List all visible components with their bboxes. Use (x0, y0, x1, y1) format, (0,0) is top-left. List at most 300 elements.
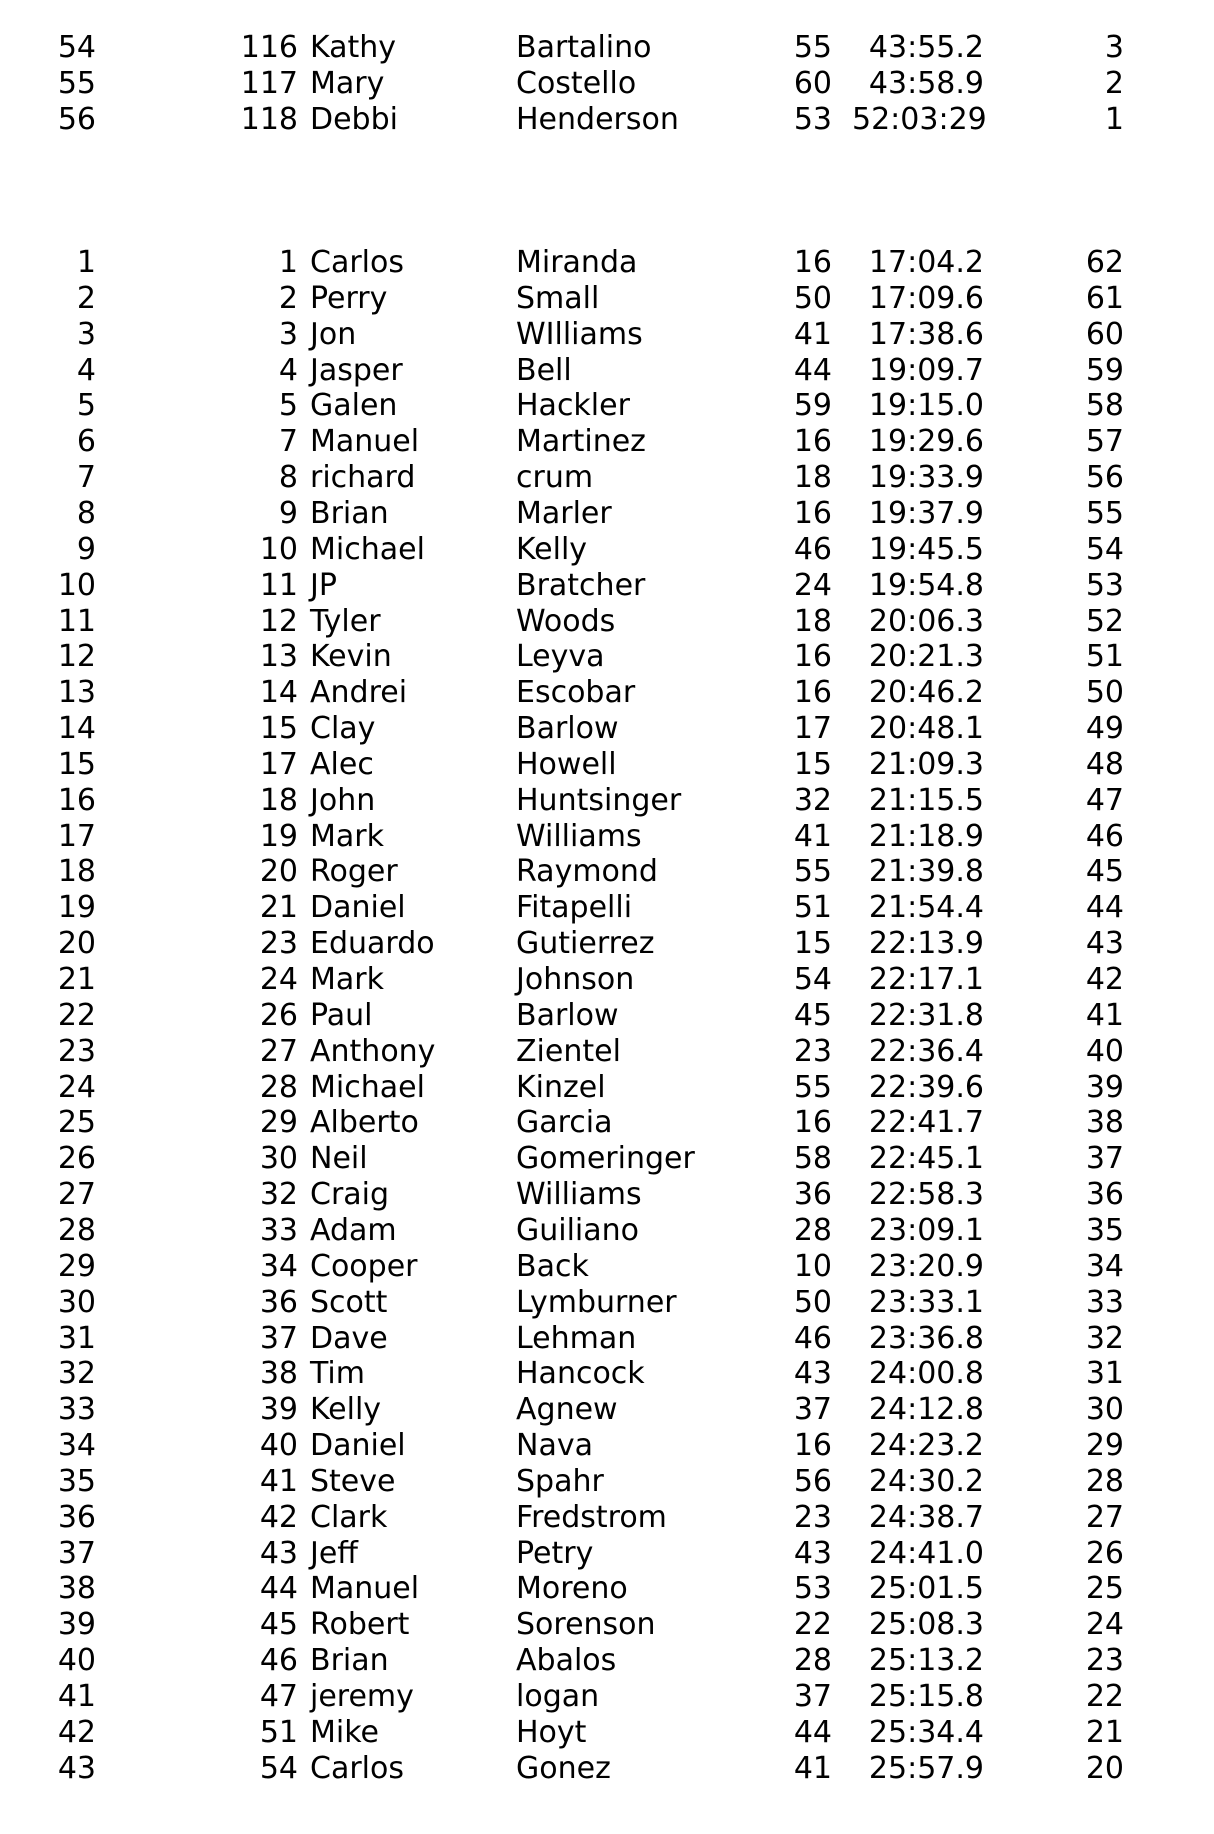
bib-cell: 54 (259, 1750, 298, 1786)
bib-cell: 39 (259, 1392, 298, 1428)
age-cell: 55 (793, 30, 832, 65)
points-cell: 34 (1085, 1248, 1124, 1284)
points-cell: 54 (1085, 531, 1124, 567)
bib-cell: 3 (278, 316, 298, 352)
place-cell: 4 (76, 352, 96, 388)
time-cell: 25:57.9 (868, 1750, 984, 1786)
age-cell: 46 (793, 1320, 832, 1356)
place-cell: 56 (57, 101, 96, 137)
first-name-cell: Cooper (310, 1248, 418, 1284)
first-name-cell: richard (310, 460, 416, 496)
first-name-cell: Galen (310, 388, 398, 424)
points-cell: 59 (1085, 352, 1124, 388)
first-name-cell: Clay (310, 711, 376, 747)
place-cell: 8 (76, 495, 96, 531)
points-cell: 61 (1085, 280, 1124, 316)
bib-cell: 12 (259, 603, 298, 639)
points-cell: 32 (1085, 1320, 1124, 1356)
first-name-cell: Perry (310, 280, 388, 316)
age-cell: 41 (793, 316, 832, 352)
bib-cell: 11 (259, 567, 298, 603)
points-cell: 1 (1104, 101, 1124, 137)
last-name-cell: Nava (516, 1428, 593, 1464)
table-row (0, 1751, 1214, 1787)
place-cell: 3 (76, 316, 96, 352)
bib-cell: 18 (259, 782, 298, 818)
points-cell: 53 (1085, 567, 1124, 603)
points-cell: 45 (1085, 854, 1124, 890)
time-cell: 21:39.8 (868, 854, 984, 890)
table-row (0, 1464, 1214, 1500)
age-cell: 59 (793, 388, 832, 424)
first-name-cell: Andrei (310, 675, 408, 711)
time-cell: 20:21.3 (868, 639, 984, 675)
first-name-cell: Anthony (310, 1033, 436, 1069)
time-cell: 25:01.5 (868, 1571, 984, 1607)
bib-cell: 116 (240, 30, 298, 65)
points-cell: 2 (1104, 65, 1124, 101)
place-cell: 11 (57, 603, 96, 639)
first-name-cell: Debbi (310, 101, 398, 137)
place-cell: 54 (57, 30, 96, 65)
table-row (0, 1643, 1214, 1679)
last-name-cell: Bell (516, 352, 572, 388)
first-name-cell: Mary (310, 65, 385, 101)
age-cell: 56 (793, 1463, 832, 1499)
table-row (0, 962, 1214, 998)
last-name-cell: Miranda (516, 245, 638, 280)
first-name-cell: Adam (310, 1212, 397, 1248)
first-name-cell: Daniel (310, 1428, 406, 1464)
bib-cell: 28 (259, 1069, 298, 1105)
points-cell: 31 (1085, 1356, 1124, 1392)
table-row (0, 1571, 1214, 1607)
time-cell: 19:29.6 (868, 424, 984, 460)
place-cell: 41 (57, 1679, 96, 1714)
bib-cell: 118 (240, 101, 298, 137)
place-cell: 14 (57, 711, 96, 747)
place-cell: 27 (57, 1177, 96, 1213)
age-cell: 17 (793, 711, 832, 747)
time-cell: 19:33.9 (868, 460, 984, 496)
last-name-cell: Gomeringer (516, 1141, 695, 1177)
first-name-cell: Jeff (310, 1535, 358, 1571)
bib-cell: 24 (259, 962, 298, 997)
age-cell: 37 (793, 1679, 832, 1714)
points-cell: 23 (1085, 1643, 1124, 1679)
bib-cell: 32 (259, 1177, 298, 1213)
points-cell: 24 (1085, 1607, 1124, 1643)
age-cell: 46 (793, 531, 832, 567)
last-name-cell: Kinzel (516, 1069, 606, 1105)
points-cell: 50 (1085, 675, 1124, 711)
table-row (0, 460, 1214, 496)
bib-cell: 117 (240, 65, 298, 101)
bib-cell: 41 (259, 1463, 298, 1499)
time-cell: 17:09.6 (868, 280, 984, 316)
points-cell: 25 (1085, 1571, 1124, 1607)
time-cell: 22:58.3 (868, 1177, 984, 1213)
first-name-cell: Eduardo (310, 926, 435, 962)
bib-cell: 9 (278, 495, 298, 531)
first-name-cell: Tim (310, 1356, 365, 1392)
bib-cell: 20 (259, 854, 298, 890)
place-cell: 25 (57, 1105, 96, 1141)
time-cell: 25:34.4 (868, 1714, 984, 1750)
bib-cell: 13 (259, 639, 298, 675)
first-name-cell: Paul (310, 997, 373, 1033)
age-cell: 16 (793, 1105, 832, 1141)
age-cell: 60 (793, 65, 832, 101)
last-name-cell: Agnew (516, 1392, 618, 1428)
time-cell: 20:48.1 (868, 711, 984, 747)
first-name-cell: Brian (310, 495, 389, 531)
table-row (0, 496, 1214, 532)
bib-cell: 17 (259, 746, 298, 782)
bib-cell: 19 (259, 818, 298, 854)
time-cell: 23:20.9 (868, 1248, 984, 1284)
bib-cell: 40 (259, 1428, 298, 1464)
last-name-cell: Huntsinger (516, 782, 682, 818)
bib-cell: 5 (278, 388, 298, 424)
last-name-cell: Hoyt (516, 1714, 587, 1750)
place-cell: 31 (57, 1320, 96, 1356)
place-cell: 23 (57, 1033, 96, 1069)
first-name-cell: Mike (310, 1714, 379, 1750)
place-cell: 13 (57, 675, 96, 711)
table-row (0, 1715, 1214, 1751)
table-row (0, 1105, 1214, 1141)
bib-cell: 14 (259, 675, 298, 711)
age-cell: 18 (793, 603, 832, 639)
table-row (0, 1356, 1214, 1392)
age-cell: 16 (793, 495, 832, 531)
time-cell: 22:39.6 (868, 1069, 984, 1105)
time-cell: 52:03:29 (852, 101, 987, 137)
points-cell: 39 (1085, 1069, 1124, 1105)
time-cell: 24:38.7 (868, 1499, 984, 1535)
age-cell: 15 (793, 746, 832, 782)
last-name-cell: Lymburner (516, 1284, 677, 1320)
first-name-cell: Manuel (310, 1571, 420, 1607)
time-cell: 17:38.6 (868, 316, 984, 352)
place-cell: 2 (76, 280, 96, 316)
place-cell: 39 (57, 1607, 96, 1643)
first-name-cell: Mark (310, 962, 384, 997)
time-cell: 21:18.9 (868, 818, 984, 854)
table-row (0, 281, 1214, 317)
points-cell: 49 (1085, 711, 1124, 747)
table-row (0, 1500, 1214, 1536)
time-cell: 23:36.8 (868, 1320, 984, 1356)
first-name-cell: Kathy (310, 30, 397, 65)
table-row (0, 819, 1214, 855)
first-name-cell: Alec (310, 746, 374, 782)
time-cell: 21:54.4 (868, 890, 984, 926)
last-name-cell: Williams (516, 818, 642, 854)
age-cell: 16 (793, 675, 832, 711)
last-name-cell: Barlow (516, 997, 619, 1033)
table-row (0, 1213, 1214, 1249)
time-cell: 19:37.9 (868, 495, 984, 531)
points-cell: 30 (1085, 1392, 1124, 1428)
place-cell: 55 (57, 65, 96, 101)
age-cell: 32 (793, 782, 832, 818)
place-cell: 6 (76, 424, 96, 460)
points-cell: 29 (1085, 1428, 1124, 1464)
last-name-cell: Bratcher (516, 567, 646, 603)
age-cell: 28 (793, 1212, 832, 1248)
first-name-cell: Alberto (310, 1105, 419, 1141)
place-cell: 1 (76, 245, 96, 280)
time-cell: 43:58.9 (868, 65, 984, 101)
table-row (0, 675, 1214, 711)
time-cell: 17:04.2 (868, 245, 984, 280)
age-cell: 16 (793, 639, 832, 675)
last-name-cell: Gonez (516, 1750, 611, 1786)
table-row (0, 1141, 1214, 1177)
time-cell: 25:08.3 (868, 1607, 984, 1643)
age-cell: 53 (793, 1571, 832, 1607)
bib-cell: 38 (259, 1356, 298, 1392)
place-cell: 42 (57, 1714, 96, 1750)
place-cell: 10 (57, 567, 96, 603)
time-cell: 21:09.3 (868, 746, 984, 782)
place-cell: 19 (57, 890, 96, 926)
age-cell: 16 (793, 1428, 832, 1464)
age-cell: 28 (793, 1643, 832, 1679)
place-cell: 17 (57, 818, 96, 854)
time-cell: 22:45.1 (868, 1141, 984, 1177)
age-cell: 45 (793, 997, 832, 1033)
first-name-cell: Tyler (310, 603, 381, 639)
last-name-cell: Woods (516, 603, 616, 639)
first-name-cell: John (310, 782, 376, 818)
table-row (0, 854, 1214, 890)
age-cell: 43 (793, 1535, 832, 1571)
last-name-cell: Sorenson (516, 1607, 656, 1643)
points-cell: 41 (1085, 997, 1124, 1033)
first-name-cell: Kelly (310, 1392, 382, 1428)
time-cell: 24:23.2 (868, 1428, 984, 1464)
last-name-cell: Raymond (516, 854, 658, 890)
time-cell: 22:17.1 (868, 962, 984, 997)
first-name-cell: Mark (310, 818, 384, 854)
bib-cell: 30 (259, 1141, 298, 1177)
first-name-cell: Carlos (310, 245, 404, 280)
table-row (0, 1285, 1214, 1321)
time-cell: 23:33.1 (868, 1284, 984, 1320)
time-cell: 43:55.2 (868, 30, 984, 65)
points-cell: 60 (1085, 316, 1124, 352)
age-cell: 41 (793, 818, 832, 854)
age-cell: 16 (793, 245, 832, 280)
first-name-cell: Carlos (310, 1750, 404, 1786)
last-name-cell: Spahr (516, 1463, 604, 1499)
time-cell: 24:00.8 (868, 1356, 984, 1392)
place-cell: 35 (57, 1463, 96, 1499)
points-cell: 42 (1085, 962, 1124, 997)
bib-cell: 27 (259, 1033, 298, 1069)
points-cell: 44 (1085, 890, 1124, 926)
first-name-cell: Dave (310, 1320, 388, 1356)
time-cell: 23:09.1 (868, 1212, 984, 1248)
place-cell: 34 (57, 1428, 96, 1464)
first-name-cell: jeremy (310, 1679, 414, 1714)
last-name-cell: Hancock (516, 1356, 645, 1392)
last-name-cell: Fitapelli (516, 890, 633, 926)
time-cell: 19:54.8 (868, 567, 984, 603)
first-name-cell: Jon (310, 316, 357, 352)
table-row (0, 388, 1214, 424)
points-cell: 56 (1085, 460, 1124, 496)
last-name-cell: Gutierrez (516, 926, 655, 962)
place-cell: 12 (57, 639, 96, 675)
last-name-cell: WIlliams (516, 316, 643, 352)
last-name-cell: Garcia (516, 1105, 613, 1141)
last-name-cell: Hackler (516, 388, 630, 424)
points-cell: 35 (1085, 1212, 1124, 1248)
place-cell: 7 (76, 460, 96, 496)
time-cell: 24:12.8 (868, 1392, 984, 1428)
first-name-cell: Michael (310, 531, 425, 567)
last-name-cell: Fredstrom (516, 1499, 667, 1535)
age-cell: 23 (793, 1499, 832, 1535)
first-name-cell: Manuel (310, 424, 420, 460)
age-cell: 15 (793, 926, 832, 962)
first-name-cell: Scott (310, 1284, 388, 1320)
last-name-cell: Leyva (516, 639, 605, 675)
last-name-cell: Martinez (516, 424, 646, 460)
first-name-cell: Kevin (310, 639, 392, 675)
points-cell: 46 (1085, 818, 1124, 854)
table-row (0, 1392, 1214, 1428)
bib-cell: 34 (259, 1248, 298, 1284)
time-cell: 22:41.7 (868, 1105, 984, 1141)
age-cell: 58 (793, 1141, 832, 1177)
points-cell: 58 (1085, 388, 1124, 424)
age-cell: 44 (793, 1714, 832, 1750)
bib-cell: 45 (259, 1607, 298, 1643)
last-name-cell: Moreno (516, 1571, 628, 1607)
table-row (0, 1177, 1214, 1213)
age-cell: 53 (793, 101, 832, 137)
table-row (0, 1070, 1214, 1106)
first-name-cell: Roger (310, 854, 398, 890)
last-name-cell: logan (516, 1679, 600, 1714)
place-cell: 16 (57, 782, 96, 818)
place-cell: 28 (57, 1212, 96, 1248)
points-cell: 26 (1085, 1535, 1124, 1571)
place-cell: 32 (57, 1356, 96, 1392)
time-cell: 25:13.2 (868, 1643, 984, 1679)
age-cell: 43 (793, 1356, 832, 1392)
last-name-cell: Abalos (516, 1643, 617, 1679)
bib-cell: 21 (259, 890, 298, 926)
place-cell: 9 (76, 531, 96, 567)
table-row (0, 353, 1214, 389)
points-cell: 43 (1085, 926, 1124, 962)
place-cell: 20 (57, 926, 96, 962)
age-cell: 50 (793, 280, 832, 316)
age-cell: 24 (793, 567, 832, 603)
first-name-cell: Brian (310, 1643, 389, 1679)
bib-cell: 7 (278, 424, 298, 460)
last-name-cell: Henderson (516, 101, 679, 137)
time-cell: 21:15.5 (868, 782, 984, 818)
bib-cell: 15 (259, 711, 298, 747)
bib-cell: 29 (259, 1105, 298, 1141)
age-cell: 41 (793, 1750, 832, 1786)
place-cell: 18 (57, 854, 96, 890)
bib-cell: 26 (259, 997, 298, 1033)
time-cell: 22:13.9 (868, 926, 984, 962)
last-name-cell: Petry (516, 1535, 594, 1571)
place-cell: 43 (57, 1750, 96, 1786)
time-cell: 19:15.0 (868, 388, 984, 424)
age-cell: 18 (793, 460, 832, 496)
place-cell: 21 (57, 962, 96, 997)
bib-cell: 8 (278, 460, 298, 496)
last-name-cell: Bartalino (516, 30, 652, 65)
points-cell: 48 (1085, 746, 1124, 782)
points-cell: 52 (1085, 603, 1124, 639)
last-name-cell: Kelly (516, 531, 588, 567)
table-row (0, 1428, 1214, 1464)
last-name-cell: Small (516, 280, 600, 316)
table-row (0, 66, 1214, 102)
bib-cell: 46 (259, 1643, 298, 1679)
last-name-cell: Howell (516, 746, 617, 782)
table-row (0, 102, 1214, 138)
table-row (0, 317, 1214, 353)
bib-cell: 51 (259, 1714, 298, 1750)
bib-cell: 33 (259, 1212, 298, 1248)
time-cell: 22:31.8 (868, 997, 984, 1033)
place-cell: 36 (57, 1499, 96, 1535)
table-row (0, 1321, 1214, 1357)
first-name-cell: Michael (310, 1069, 425, 1105)
table-row (0, 998, 1214, 1034)
last-name-cell: Guiliano (516, 1212, 640, 1248)
table-row (0, 783, 1214, 819)
place-cell: 22 (57, 997, 96, 1033)
last-name-cell: Williams (516, 1177, 642, 1213)
points-cell: 21 (1085, 1714, 1124, 1750)
bib-cell: 43 (259, 1535, 298, 1571)
first-name-cell: Steve (310, 1463, 396, 1499)
place-cell: 24 (57, 1069, 96, 1105)
time-cell: 25:15.8 (868, 1679, 984, 1714)
last-name-cell: Barlow (516, 711, 619, 747)
last-name-cell: Marler (516, 495, 612, 531)
time-cell: 24:30.2 (868, 1463, 984, 1499)
table-row (0, 245, 1214, 281)
table-row (0, 639, 1214, 675)
bib-cell: 2 (278, 280, 298, 316)
points-cell: 51 (1085, 639, 1124, 675)
last-name-cell: Escobar (516, 675, 636, 711)
time-cell: 20:46.2 (868, 675, 984, 711)
table-row (0, 1607, 1214, 1643)
place-cell: 29 (57, 1248, 96, 1284)
age-cell: 44 (793, 352, 832, 388)
last-name-cell: Lehman (516, 1320, 637, 1356)
place-cell: 38 (57, 1571, 96, 1607)
age-cell: 54 (793, 962, 832, 997)
table-row (0, 1034, 1214, 1070)
place-cell: 37 (57, 1535, 96, 1571)
